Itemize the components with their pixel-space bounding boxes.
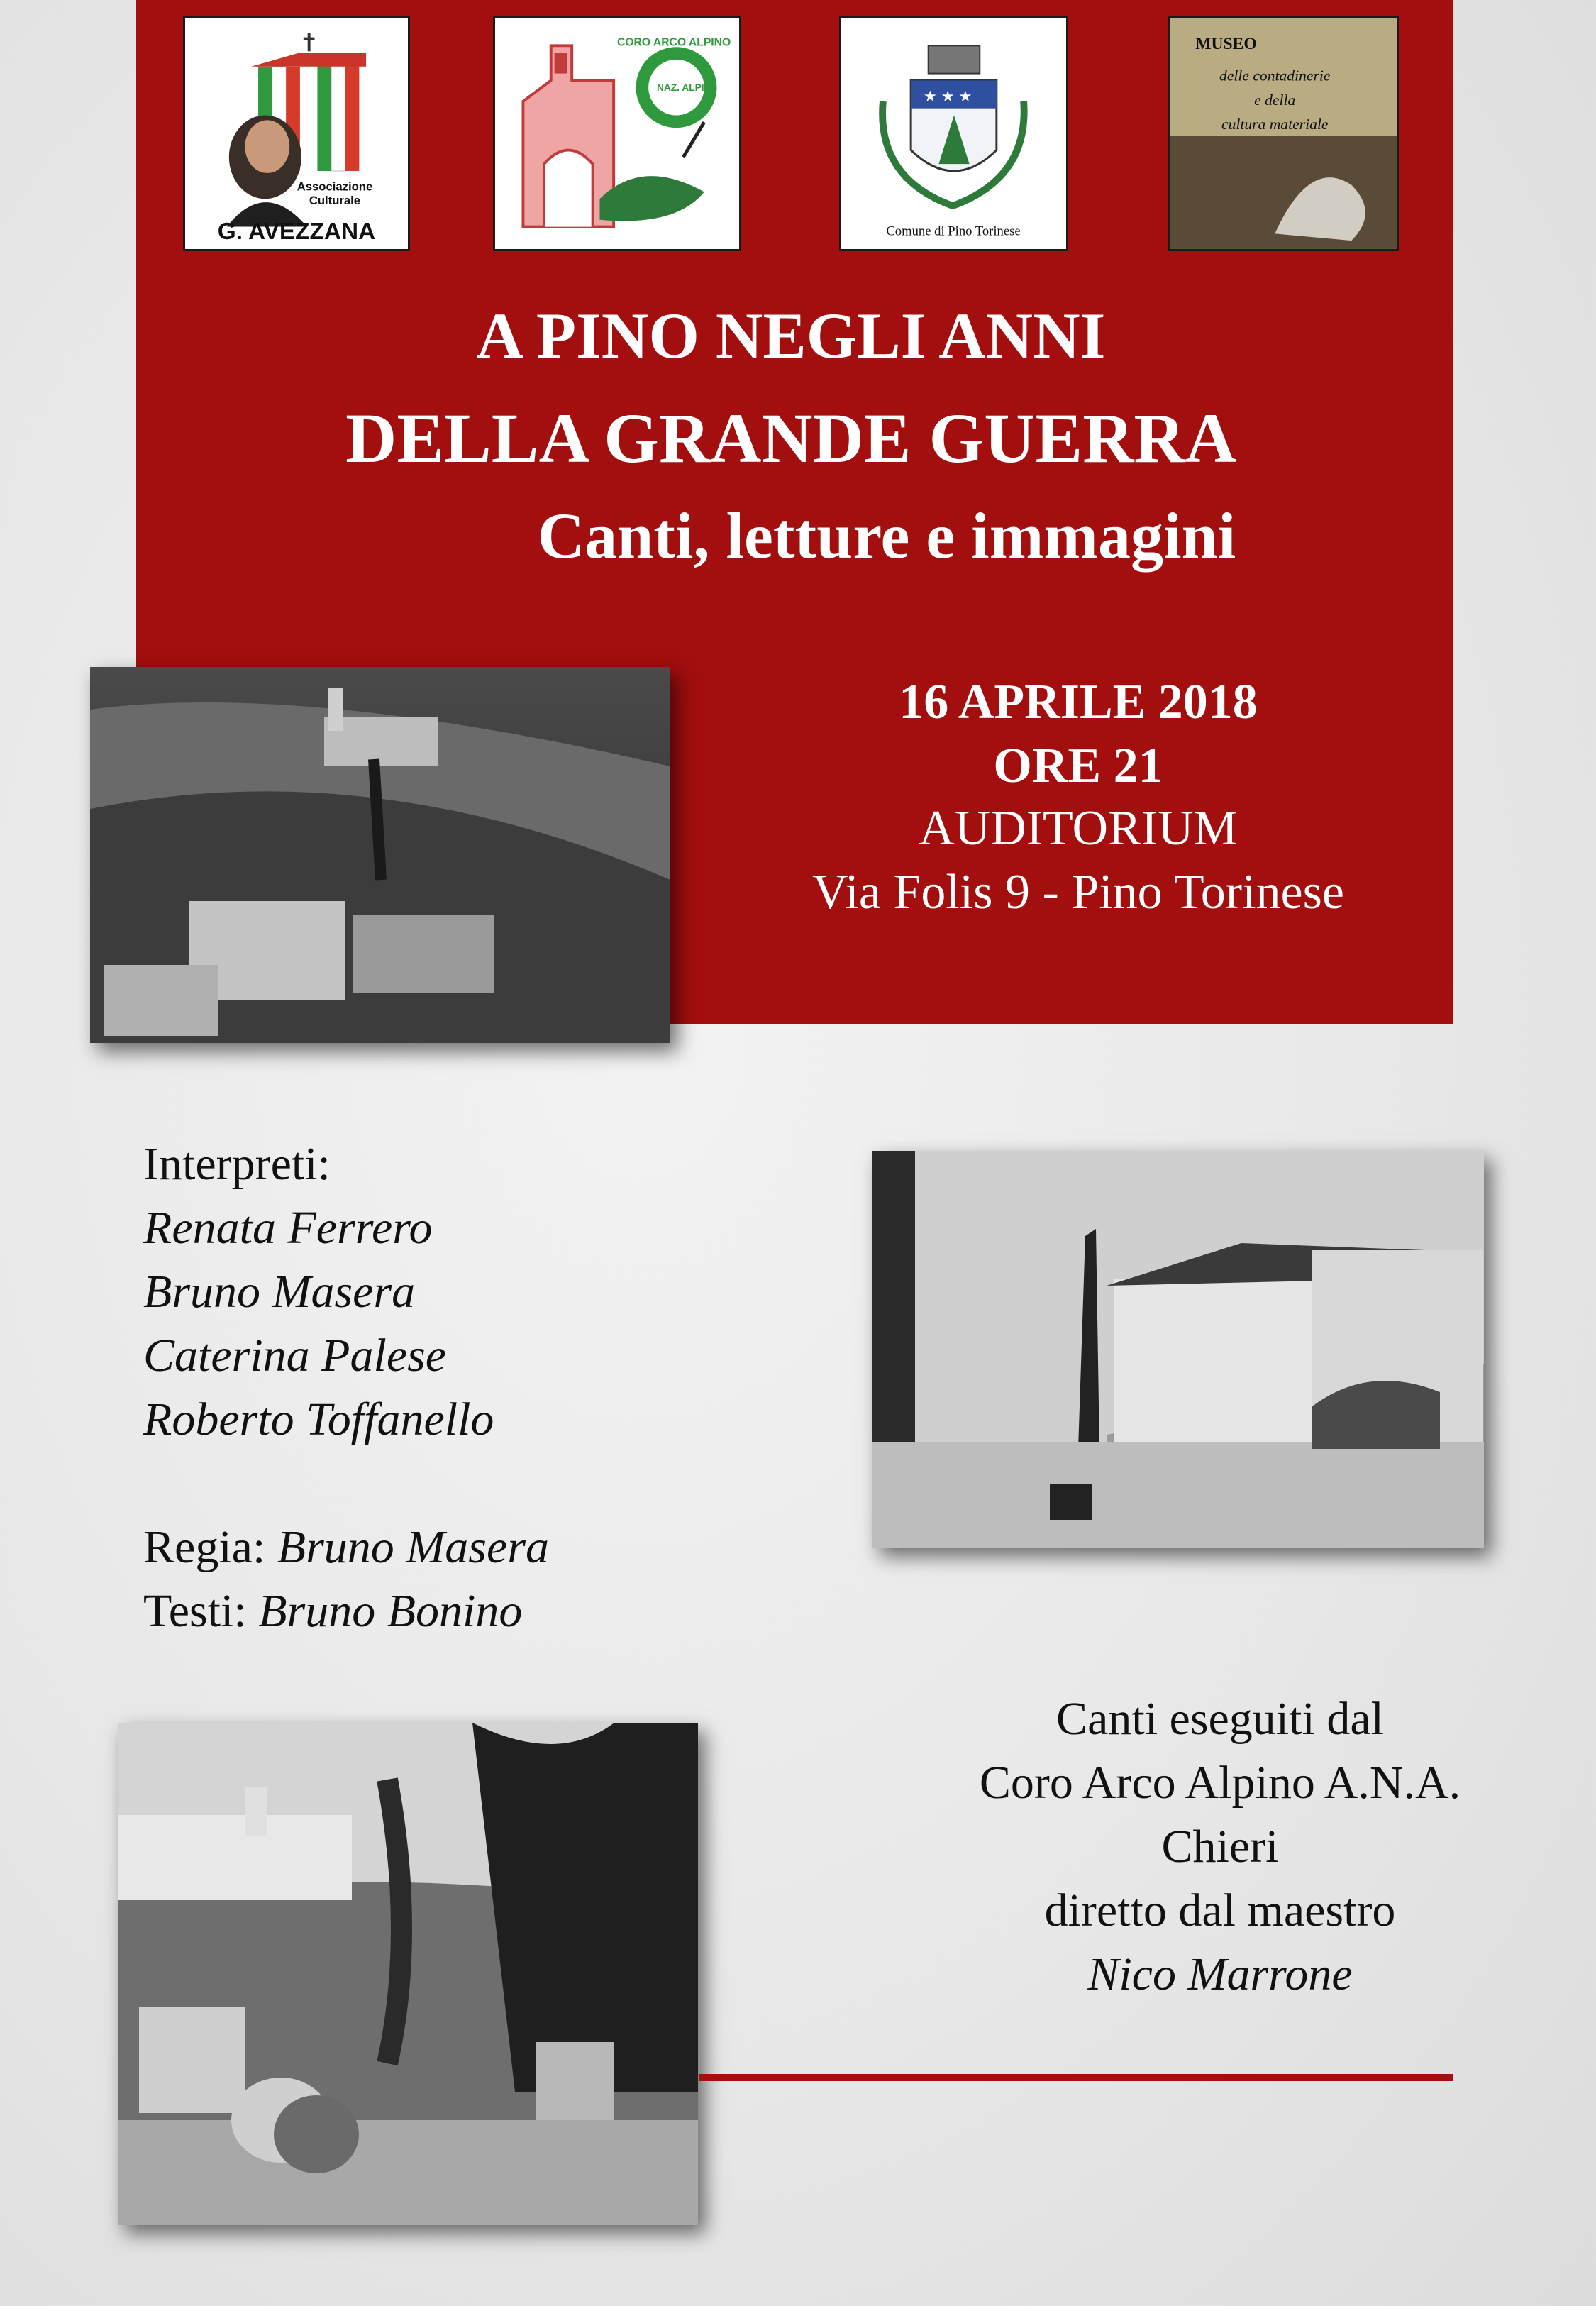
logo2-text-2: NAZ. ALPINI <box>656 82 714 94</box>
texts-author: Bruno Bonino <box>258 1585 523 1637</box>
conductor-name: Nico Marrone <box>1087 1948 1353 2000</box>
choir-block <box>837 1687 1596 2007</box>
event-time: ORE 21 <box>993 739 1163 793</box>
performer-name: Renata Ferrero <box>143 1202 433 1254</box>
title-line-2: DELLA GRANDE GUERRA <box>345 399 1236 478</box>
credits-spacer <box>143 1452 549 1516</box>
historic-photo-village-hill <box>90 667 670 1043</box>
comune-pino-torinese-logo <box>839 16 1068 251</box>
choir-line-3: Chieri <box>1161 1821 1279 1872</box>
director-name: Bruno Masera <box>277 1521 549 1573</box>
logo4-text-2: delle contadinerie <box>1219 67 1331 84</box>
logo4-text-4: cultura materiale <box>1221 116 1329 133</box>
logo1-text-1: Associazione <box>297 180 373 194</box>
event-date: 16 APRILE 2018 <box>899 675 1258 729</box>
performer-name: Bruno Masera <box>143 1266 416 1318</box>
director-label: Regia: <box>143 1521 266 1573</box>
title-line-3: Canti, letture e immagini <box>537 500 1236 572</box>
coro-arco-alpino-logo <box>493 16 741 251</box>
red-divider <box>699 2074 1453 2081</box>
event-venue: AUDITORIUM <box>919 801 1238 856</box>
texts-label: Testi: <box>143 1585 247 1637</box>
historic-photo-oxen-road <box>118 1723 698 2225</box>
logo4-text-3: e della <box>1254 91 1296 109</box>
credits-block <box>143 1132 549 1643</box>
logo1-text-3: G. AVEZZANA <box>217 219 376 246</box>
director-line <box>143 1516 549 1579</box>
title-line-1: A PINO NEGLI ANNI <box>476 299 1106 372</box>
logo3-text-1: Comune di Pino Torinese <box>886 224 1021 239</box>
performer-name: Caterina Palese <box>143 1330 447 1381</box>
choir-line-2: Coro Arco Alpino A.N.A. <box>979 1757 1461 1809</box>
logo4-text-1: MUSEO <box>1195 35 1257 54</box>
performers-label: Interpreti: <box>143 1138 331 1190</box>
museo-logo <box>1168 16 1399 251</box>
choir-line-1: Canti eseguiti dal <box>1056 1693 1384 1745</box>
performer-name: Roberto Toffanello <box>143 1394 494 1445</box>
logo1-text-2: Culturale <box>309 194 361 208</box>
logo2-text-1: CORO ARCO ALPINO <box>617 36 731 49</box>
texts-line <box>143 1579 549 1643</box>
avezzana-logo <box>183 16 410 251</box>
historic-photo-street-car <box>872 1151 1484 1548</box>
star-icon: ★ ★ ★ <box>923 87 972 105</box>
event-address: Via Folis 9 - Pino Torinese <box>812 865 1344 920</box>
choir-line-4: diretto dal maestro <box>1044 1885 1396 1936</box>
